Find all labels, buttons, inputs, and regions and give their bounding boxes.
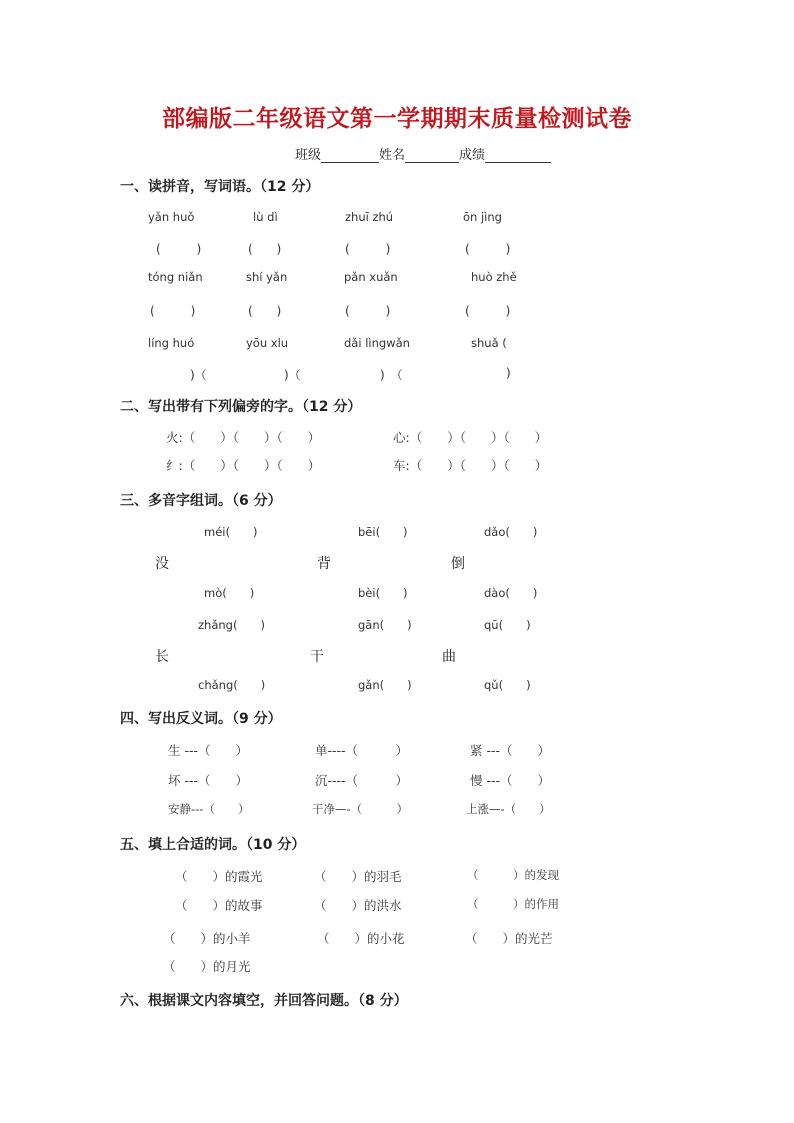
pinyin-item: shuǎ ( [471,336,507,350]
section-5-heading: 五、填上合适的词。（10 分） [120,837,306,853]
polyphone-reading: bèi( ) [358,586,408,600]
radical-silk-row: 纟:（ ）（ ）（ ） [166,458,321,473]
polyphone-reading: gǎn( ) [358,678,412,692]
polyphone-reading: qū( ) [484,618,531,632]
pinyin-item: líng huó [148,336,195,350]
fill-item: （ ）的洪水 [314,898,402,913]
polyphone-reading: dǎo( ) [484,525,538,539]
pinyin-item: shí yǎn [246,270,288,284]
answer-blank: ( ) [248,242,282,256]
section-4-heading: 四、写出反义词。（9 分） [120,711,282,727]
polyphone-reading: bēi( ) [358,525,408,539]
answer-blank: ( ) [150,304,196,318]
name-blank [405,148,459,163]
antonym-item: 干净—-（ ） [312,802,409,816]
score-blank [485,148,551,163]
page-title: 部编版二年级语文第一学期期末质量检测试卷 [162,105,632,132]
polyphone-char: 没 [155,556,169,572]
polyphone-reading: chǎng( ) [198,678,266,692]
antonym-item: 沉----（ ） [315,773,409,788]
answer-blank: ( ) [248,304,282,318]
fill-item: （ ）的月光 [163,959,251,974]
pinyin-item: yōu xlu [246,336,289,350]
pinyin-item: ōn jìng [463,210,502,224]
pinyin-item: lù dì [253,210,278,224]
polyphone-reading: dào( ) [484,586,538,600]
answer-blank: ( ) [465,304,511,318]
answer-blank: ( ) [345,242,391,256]
answer-blank: ( ) [156,242,202,256]
radical-heart-row: 心:（ ）（ ）（ ） [393,430,548,445]
radical-car-row: 车:（ ）（ ）（ ） [393,458,548,473]
class-label: 班级 [295,148,322,163]
antonym-item: 紧 ---（ ） [470,743,551,758]
fill-item: （ ）的羽毛 [314,869,402,884]
pinyin-item: dǎi lìngwǎn [344,336,410,350]
fill-item: （ ）的小花 [317,931,405,946]
polyphone-char: 倒 [451,556,465,572]
polyphone-char: 长 [155,649,169,665]
fill-item: （ ）的光芒 [465,931,553,946]
fill-item: （ ）的作用 [467,897,559,911]
answer-blank: )（ [284,368,301,382]
polyphone-reading: zhǎng( ) [198,618,265,632]
name-label: 姓名 [379,148,406,163]
pinyin-item: pǎn xuǎn [344,270,398,284]
fill-item: （ ）的小羊 [163,931,251,946]
answer-blank: ) （ [380,368,403,382]
section-6-heading: 六、根据课文内容填空，并回答问题。（8 分） [120,993,408,1009]
polyphone-reading: qǔ( ) [484,678,531,692]
antonym-item: 慢 ---（ ） [470,773,551,788]
class-blank [321,148,379,163]
section-3-heading: 三、多音字组词。（6 分） [120,493,282,509]
antonym-item: 安静---（ ） [168,802,250,816]
fill-item: （ ）的发现 [467,868,559,882]
polyphone-reading: mò( ) [204,586,255,600]
score-label: 成绩 [459,148,486,163]
fill-item: （ ）的霞光 [175,869,263,884]
answer-blank: ( ) [345,304,391,318]
polyphone-char: 干 [310,649,324,665]
polyphone-reading: méi( ) [204,525,258,539]
answer-blank: )（ [190,368,207,382]
antonym-item: 单----（ ） [315,743,409,758]
antonym-item: 生 ---（ ） [168,743,249,758]
antonym-item: 上涨—-（ ） [466,802,551,816]
section-1-heading: 一、读拼音，写词语。（12 分） [120,179,320,195]
polyphone-char: 背 [317,556,331,572]
antonym-item: 坏 ---（ ） [168,773,249,788]
answer-blank: ) [506,366,511,380]
radical-fire-row: 火:（ ）（ ）（ ） [166,430,321,445]
polyphone-reading: gān( ) [358,618,412,632]
answer-blank: ( ) [465,242,511,256]
fill-item: （ ）的故事 [175,898,263,913]
pinyin-item: zhuī zhú [345,210,394,224]
pinyin-item: yǎn huǒ [148,210,195,224]
section-2-heading: 二、写出带有下列偏旁的字。（12 分） [120,399,362,415]
pinyin-item: tóng niǎn [148,270,203,284]
polyphone-char: 曲 [442,649,456,665]
student-info [295,144,551,163]
pinyin-item: huò zhě [471,270,517,284]
